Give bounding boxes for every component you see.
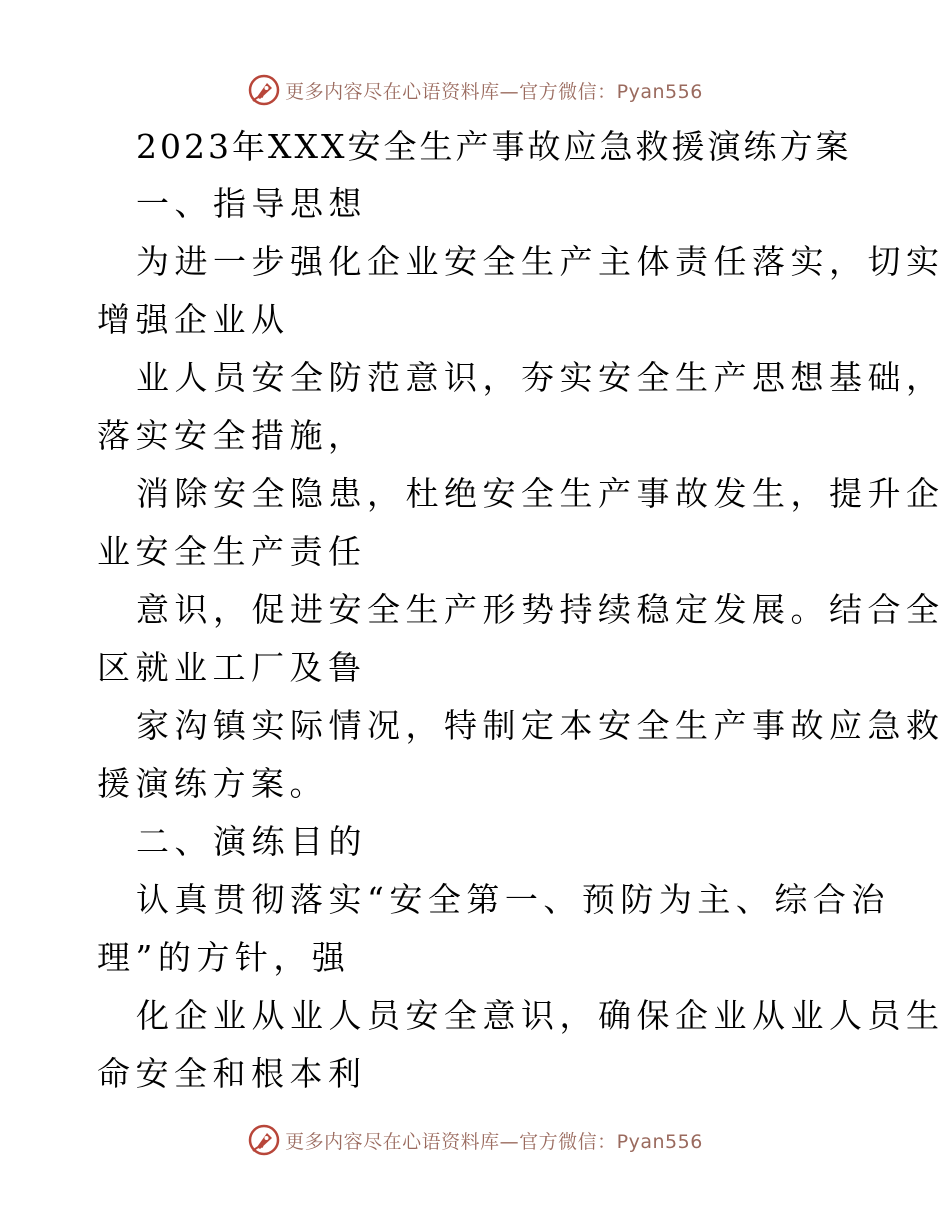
paragraph-line: 为进一步强化企业安全生产主体责任落实，切实 — [136, 242, 945, 281]
paragraph-line: 增强企业从 — [97, 300, 290, 339]
paragraph-line: 落实安全措施， — [97, 416, 367, 455]
paragraph-line: 区就业工厂及鲁 — [97, 648, 367, 687]
paragraph-line: 理”的方针，强 — [97, 938, 351, 977]
watermark-text: 更多内容尽在心语资料库—官方微信：Pyan556 — [285, 80, 703, 103]
watermark-banner-top — [0, 68, 950, 112]
paragraph-line: 命安全和根本利 — [97, 1054, 367, 1093]
watermark-banner-bottom — [0, 1118, 950, 1162]
pen-nib-logo-icon — [247, 73, 281, 107]
document-title: 2023年XXX安全生产事故应急救援演练方案 — [136, 127, 852, 166]
paragraph-line: 化企业从业人员安全意识，确保企业从业人员生 — [136, 996, 945, 1035]
paragraph-line: 消除安全隐患，杜绝安全生产事故发生，提升企 — [136, 474, 945, 513]
paragraph-line: 援演练方案。 — [97, 764, 328, 803]
paragraph-line: 业安全生产责任 — [97, 532, 367, 571]
paragraph-line: 业人员安全防范意识，夯实安全生产思想基础， — [136, 358, 945, 397]
paragraph-line: 认真贯彻落实“安全第一、预防为主、综合治 — [136, 880, 890, 919]
section-heading: 二、演练目的 — [136, 822, 367, 861]
pen-nib-logo-icon — [247, 1123, 281, 1157]
paragraph-line: 意识，促进安全生产形势持续稳定发展。结合全 — [136, 590, 945, 629]
paragraph-line: 家沟镇实际情况，特制定本安全生产事故应急救 — [136, 706, 945, 745]
section-heading: 一、指导思想 — [136, 184, 367, 223]
watermark-text: 更多内容尽在心语资料库—官方微信：Pyan556 — [285, 1130, 703, 1153]
